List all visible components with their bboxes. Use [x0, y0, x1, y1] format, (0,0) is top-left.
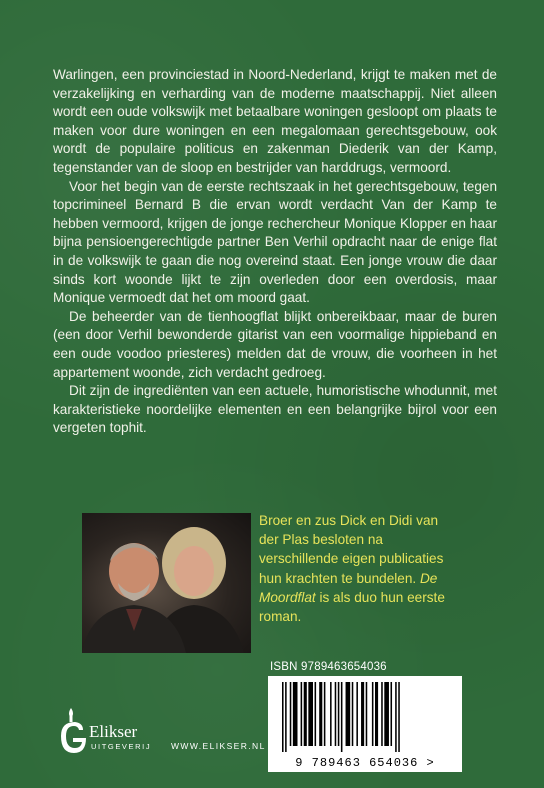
barcode-bar	[319, 682, 322, 746]
publisher-name: Elikser	[89, 722, 138, 741]
barcode-bar	[304, 682, 307, 746]
author-bio	[259, 511, 459, 626]
back-cover-blurb	[53, 66, 497, 438]
barcode-bars	[268, 676, 462, 756]
barcode-digits: 9 789463 654036 >	[295, 756, 435, 770]
barcode-bar	[381, 682, 383, 746]
barcode-bar	[285, 682, 287, 752]
isbn-barcode	[268, 676, 462, 772]
bio-text-end: is als duo hun eerste roman.	[259, 589, 445, 625]
barcode-bar	[293, 682, 298, 746]
barcode-bar	[356, 682, 358, 746]
isbn-label: ISBN 9789463654036	[270, 661, 387, 673]
barcode-bar	[290, 682, 292, 746]
author-photo	[82, 513, 251, 653]
barcode-bar	[384, 682, 389, 746]
barcode-bar	[372, 682, 374, 746]
barcode-bar	[375, 682, 378, 746]
blurb-paragraph: De beheerder van de tienhoogflat blijkt onbereikbaar, maar de buren (een door Verhil bewonderde gitarist van een voormalige hippieband en een oude voodoo priesteres) melden dat de vrouw, die voorheen in het appartement woonde, zich verdacht gedroeg.	[53, 308, 497, 380]
blurb-paragraph: Warlingen, een provinciestad in Noord-Nederland, krijgt te maken met de verzakelijking en verharding van de moderne maatschappij. Niet alleen wordt een oude volkswijk met betaalbare woningen gesloopt om plaats te maken voor dure woningen en een megalomaan gerechtsgebouw, ook wordt de populaire politicus en zakenman Diederik van der Kamp, tegenstander van de sloop en bestrijder van harddrugs, vermoord.	[53, 67, 497, 175]
barcode-bar	[391, 682, 393, 746]
barcode-bar	[361, 682, 364, 746]
bio-text: Broer en zus Dick en Didi van der Plas besloten na verschillende eigen publicaties hun krachten te bundelen.	[259, 513, 444, 586]
elikser-logo-icon	[53, 706, 89, 758]
barcode-bar	[346, 682, 351, 746]
publisher-subtitle: UITGEVERIJ	[91, 742, 152, 751]
book-title: De Moordflat	[259, 570, 438, 605]
barcode-bar	[366, 682, 368, 746]
barcode-bar	[338, 682, 340, 746]
barcode-bar	[308, 682, 313, 746]
barcode-bar	[315, 682, 317, 746]
barcode-bar	[301, 682, 303, 746]
barcode-bar	[335, 682, 337, 746]
barcode-bar	[330, 682, 332, 746]
barcode-bar	[341, 682, 343, 752]
barcode-bar	[395, 682, 397, 752]
barcode-bar	[352, 682, 354, 746]
barcode-bar	[282, 682, 284, 752]
barcode-bar	[398, 682, 400, 752]
publisher-website: WWW.ELIKSER.NL	[171, 741, 266, 751]
barcode-bar	[324, 682, 326, 746]
publisher-logo	[53, 706, 163, 758]
blurb-paragraph: Dit zijn de ingrediënten van een actuele, humoristische whodunnit, met karakteristieke noordelijke elementen en een belangrijke bijrol voor een vergeten tophit.	[53, 383, 497, 436]
blurb-paragraph: Voor het begin van de eerste rechtszaak in het gerechtsgebouw, tegen topcrimineel Bernard B die ervan wordt verdacht Van der Kamp te hebben vermoord, krijgen de jonge rechercheur Monique Klopper en haar bijna pensioengerechtigde partner Ben Verhil opdracht naar de enige flat in de volkswijk te gaan die nog overeind staat. Een jonge vrouw die daar sinds kort woonde lijkt te zijn overleden door een overdosis, maar Monique vermoedt dat het om moord gaat.	[53, 178, 497, 306]
